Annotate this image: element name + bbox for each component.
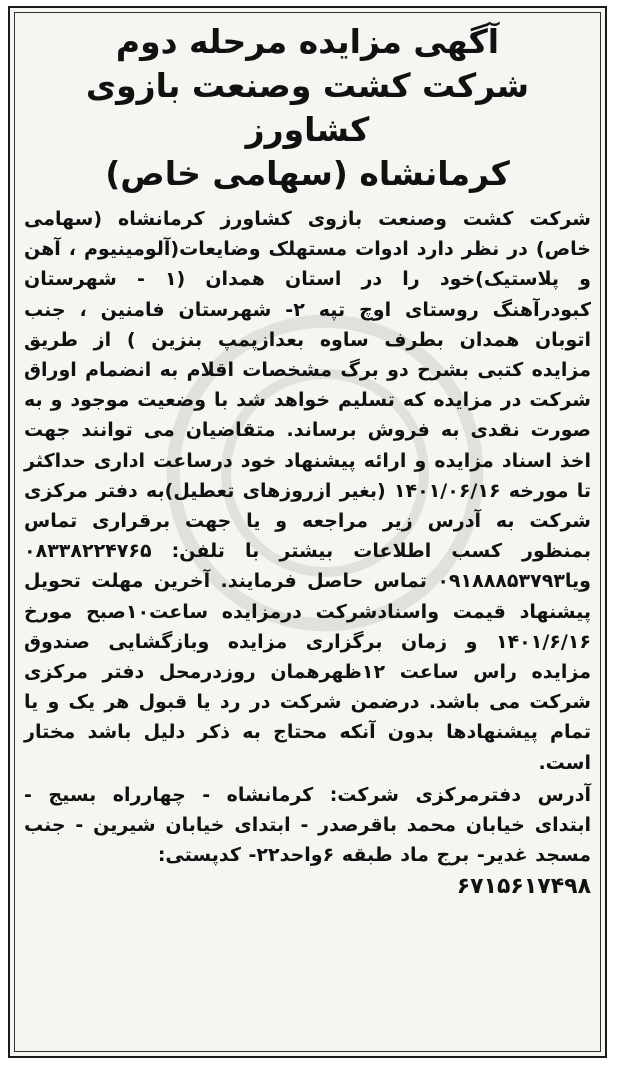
advertisement-frame xyxy=(8,6,607,1058)
title-line-3: کرمانشاه (سهامی خاص) xyxy=(105,154,510,193)
company-address-paragraph: آدرس دفترمرکزی شرکت: کرمانشاه - چهارراه بسیج - ابتدای خیابان محمد باقرصدر - ابتدای خیابان شیرین - جنب مسجد غدیر- برج ماد طبقه ۶واحد۲۲- کدپستی: xyxy=(24,783,591,867)
title-line-1: آگهی مزایده مرحله دوم xyxy=(115,22,500,61)
auction-description-paragraph: شرکت کشت وصنعت بازوی کشاورز کرمانشاه (سهامی خاص) در نظر دارد ادوات مستهلک وضایعات(آلومینیوم ، آهن و پلاستیک)خود را در استان همدان (۱ - شهرستان کبودرآهنگ روستای اوچ تپه ۲- شهرستان فامنین ، جنب اتوبان همدان بطرف ساوه بعدازپمپ بنزین ) از طریق مزایده کتبی بشرح دو برگ مشخصات اقلام به انضمام اوراق شرکت در مزایده که تسلیم خواهد شد با وضعیت موجود و به صورت نقدی به فروش برساند. متقاضیان می توانند جهت اخذ اسناد مزایده و ارائه پیشنهاد خود درساعت اداری حداکثر تا مورخه ۱۴۰۱/۰۶/۱۶ (بغیر ازروزهای تعطیل)به دفتر مرکزی شرکت به آدرس زیر مراجعه و یا جهت برقراری تماس بمنظور کسب اطلاعات بیشتر با تلفن: ۰۸۳۳۸۲۲۴۷۶۵ ویا۰۹۱۸۸۸۵۳۷۹۳ تماس حاصل فرمایند. آخرین مهلت تحویل پیشنهاد قیمت واسنادشرکت درمزایده ساعت۱۰صبح مورخ ۱۴۰۱/۶/۱۶ و زمان برگزاری مزایده وبازگشایی صندوق مزایده راس ساعت ۱۲ظهرهمان روزدرمحل دفتر مرکزی شرکت می باشد. درضمن شرکت در رد یا قبول هر یک و یا تمام پیشنهادها بدون آنکه محتاج به ذکر دلیل باشد مختار است. xyxy=(24,208,592,774)
advertisement-content xyxy=(24,20,591,1046)
postal-code: ۶۷۱۵۶۱۷۴۹۸ xyxy=(456,874,591,900)
title-block xyxy=(24,20,591,196)
title-line-2: شرکت کشت وصنعت بازوی کشاورز xyxy=(85,66,530,149)
